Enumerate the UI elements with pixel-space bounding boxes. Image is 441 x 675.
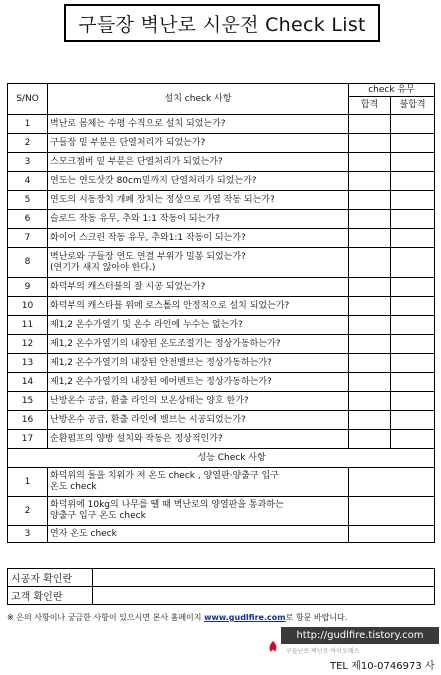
row-item (48, 115, 349, 134)
row-text: 화덕위의 돌을 치워가 저 온도 check , 양열판·양출구 입구 (50, 471, 279, 481)
row-item (48, 229, 349, 248)
header-check: check 유무 (349, 84, 435, 97)
row-number: 10 (8, 297, 48, 316)
table-row (8, 210, 435, 229)
table-row (8, 335, 435, 354)
row-item (48, 411, 349, 430)
row-item (48, 134, 349, 153)
row-text: 화이어 스크린 작동 유무, 추와1:1 작동이 되는가? (50, 232, 246, 243)
row-text: 슬로드 작동 유무, 추와 1:1 작동이 되는가? (50, 213, 220, 224)
check-fail-cell[interactable] (391, 115, 435, 134)
check-pass-cell[interactable] (349, 316, 391, 335)
row-text: 제1,2 온수가열기 및 온수 라인에 누수는 없는가? (50, 319, 243, 330)
table-row (8, 392, 435, 411)
row-text: 화덕부의 캐스타블 위에 로스톨의 안정적으로 설치 되었는가? (50, 300, 290, 311)
website-link[interactable]: www.gudlfire.com (204, 613, 286, 622)
row-item (48, 278, 349, 297)
check-pass-cell[interactable] (349, 335, 391, 354)
check-fail-cell[interactable] (391, 172, 435, 191)
header-pass: 합격 (349, 97, 391, 115)
brand-text: 구들난로·벽난로·바이오매스 (286, 648, 360, 655)
check-pass-cell[interactable] (349, 373, 391, 392)
row-text: 화덕부의 캐스터블의 잘 시공 되었는가? (50, 281, 206, 292)
row-number: 16 (8, 411, 48, 430)
row-item (48, 297, 349, 316)
watermark-url: http://gudlfire.tistory.com (281, 627, 439, 644)
row-item (48, 373, 349, 392)
phone-number: TEL 제10-0746973 사 (330, 661, 435, 672)
row-number: 1 (8, 115, 48, 134)
page-title: 구들장 벽난로 시운전 Check List (64, 4, 380, 42)
check-pass-cell[interactable] (349, 191, 391, 210)
table-row (8, 191, 435, 210)
contractor-label: 시공자 확인란 (8, 569, 93, 587)
check-fail-cell[interactable] (391, 134, 435, 153)
row-text: 제1,2 온수가열기의 내장된 안전밸브는 정상가동하는가? (50, 357, 272, 368)
check-pass-cell[interactable] (349, 248, 391, 278)
row-number: 13 (8, 354, 48, 373)
check-pass-cell[interactable] (349, 297, 391, 316)
check-pass-cell[interactable] (349, 430, 391, 449)
customer-field[interactable] (93, 587, 435, 605)
row-number: 11 (8, 316, 48, 335)
table-row (8, 278, 435, 297)
check-fail-cell[interactable] (391, 229, 435, 248)
check-fail-cell[interactable] (391, 297, 435, 316)
check-fail-cell[interactable] (391, 430, 435, 449)
check-fail-cell[interactable] (391, 373, 435, 392)
check-pass-cell[interactable] (349, 210, 391, 229)
row-number: 2 (8, 134, 48, 153)
row-number: 4 (8, 172, 48, 191)
row-item (48, 468, 349, 497)
section-spacer (8, 449, 48, 468)
row-item (48, 316, 349, 335)
check-pass-cell[interactable] (349, 172, 391, 191)
row-number: 12 (8, 335, 48, 354)
row-text: 벽난로 몸체는 수평 수직으로 설치 되었는가? (50, 118, 226, 129)
row-text: 연자 온도 check (50, 528, 117, 539)
header-no: S/NO (8, 84, 48, 115)
row-text-line2: 양출구 입구 온도 check (50, 511, 146, 521)
check-pass-cell[interactable] (349, 134, 391, 153)
section-row (8, 449, 435, 468)
check-pass-cell[interactable] (349, 411, 391, 430)
row-item (48, 191, 349, 210)
row-item (48, 335, 349, 354)
table-row (8, 354, 435, 373)
check-fail-cell[interactable] (391, 354, 435, 373)
contractor-field[interactable] (93, 569, 435, 587)
footnote-text-end: 로 항문 바랍니다. (285, 613, 348, 622)
row-number: 5 (8, 191, 48, 210)
footnote-text: ※ 은의 사항이나 궁금한 사항이 있으시면 본사 홈페이지 (7, 613, 202, 622)
header-item: 설치 check 사항 (48, 84, 349, 115)
row-text: 제1,2 온수가열기의 내장된 온도조절기는 정상가동하는가? (50, 338, 281, 349)
check-fail-cell[interactable] (391, 248, 435, 278)
customer-label: 고객 확인란 (8, 587, 93, 605)
table-row (8, 153, 435, 172)
row-number: 1 (8, 468, 48, 497)
row-number: 2 (8, 497, 48, 526)
check-pass-cell[interactable] (349, 278, 391, 297)
row-text: 제1,2 온수가열기의 내장된 에어벤트는 정상가동하는가? (50, 376, 272, 387)
table-row (8, 411, 435, 430)
table-row (8, 229, 435, 248)
table-row (8, 297, 435, 316)
table-row (8, 172, 435, 191)
row-item (48, 172, 349, 191)
row-item (48, 210, 349, 229)
row-text-line2: 온도 check (50, 482, 97, 492)
row-text: 구들장 밑 부분은 단열처리가 되었는가? (50, 137, 206, 148)
check-fail-cell[interactable] (391, 278, 435, 297)
row-number: 15 (8, 392, 48, 411)
check-pass-cell[interactable] (349, 354, 391, 373)
check-cell[interactable] (349, 526, 435, 543)
check-cell[interactable] (349, 497, 435, 526)
checklist-table (7, 83, 435, 543)
check-cell[interactable] (349, 468, 435, 497)
row-text: 난방온수 공급, 환출 라인의 보온상태는 양호 한가? (50, 395, 249, 406)
table-row (8, 497, 435, 526)
table-row (8, 526, 435, 543)
row-item (48, 392, 349, 411)
row-number: 7 (8, 229, 48, 248)
row-text: 연도의 시동장치 개폐 장치는 정상으로 가열 작동 되는가? (50, 194, 275, 205)
row-item (48, 153, 349, 172)
row-text-line2: (연기가 새지 않아야 한다.) (50, 262, 156, 273)
check-fail-cell[interactable] (391, 392, 435, 411)
row-item (48, 430, 349, 449)
row-text: 연도는 연도삿갓 80cm밑까지 단열처리가 되었는가? (50, 175, 257, 186)
row-number: 14 (8, 373, 48, 392)
sign-table (7, 568, 435, 605)
check-fail-cell[interactable] (391, 335, 435, 354)
row-number: 3 (8, 153, 48, 172)
check-fail-cell[interactable] (391, 210, 435, 229)
row-number: 6 (8, 210, 48, 229)
check-fail-cell[interactable] (391, 191, 435, 210)
row-number: 17 (8, 430, 48, 449)
check-pass-cell[interactable] (349, 392, 391, 411)
check-pass-cell[interactable] (349, 153, 391, 172)
table-row (8, 115, 435, 134)
row-number: 3 (8, 526, 48, 543)
row-number: 8 (8, 248, 48, 278)
table-row (8, 134, 435, 153)
table-row (8, 373, 435, 392)
row-item (48, 248, 349, 278)
check-pass-cell[interactable] (349, 229, 391, 248)
table-row (8, 316, 435, 335)
section-title: 성능 Check 사항 (48, 449, 435, 468)
row-text: 난방온수 공급, 환출 라인에 밸브는 시공되었는가? (50, 414, 246, 425)
row-item (48, 354, 349, 373)
check-fail-cell[interactable] (391, 153, 435, 172)
table-row (8, 248, 435, 278)
table-row (8, 468, 435, 497)
header-fail: 불합격 (391, 97, 435, 115)
check-pass-cell[interactable] (349, 115, 391, 134)
row-text: 스모크챔버 밑 부분은 단열처리가 되었는가? (50, 156, 223, 167)
footnote (7, 612, 437, 623)
row-text: 화덕위에 10kg의 나무를 땔 때 벽난로의 양열판을 통과하는 (50, 500, 284, 510)
check-fail-cell[interactable] (391, 411, 435, 430)
row-number: 9 (8, 278, 48, 297)
row-item (48, 526, 349, 543)
check-fail-cell[interactable] (391, 316, 435, 335)
row-text: 벽난로와 구들장 연도 연결 부위가 밀봉 되었는가? (50, 251, 246, 262)
logo-icon (266, 640, 280, 654)
table-row (8, 430, 435, 449)
row-item (48, 497, 349, 526)
row-text: 순환펌프의 양방 설치와 작동은 정상적인가? (50, 433, 223, 444)
